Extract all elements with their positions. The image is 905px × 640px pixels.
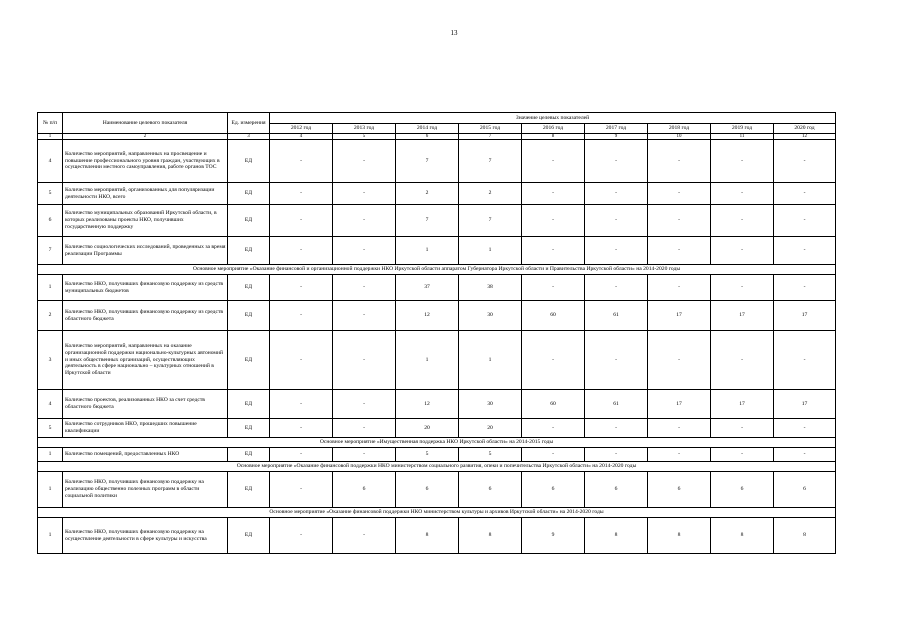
header-year: 2015 год — [459, 124, 522, 134]
year-value-cell: - — [711, 448, 774, 462]
header-year: 2018 год — [648, 124, 711, 134]
year-value-cell: 2 — [396, 183, 459, 205]
indicator-row — [38, 183, 836, 205]
year-value-cell: 17 — [774, 390, 836, 419]
row-number: 4 — [38, 390, 63, 419]
column-number: 1 — [38, 134, 63, 140]
unit-cell: ЕД — [228, 448, 270, 462]
header-num: № п/п — [38, 113, 63, 134]
year-value-cell: - — [333, 205, 396, 237]
indicator-name: Количество муниципальных образований Иркутской области, в которых реализованы проекты НКО, получивших государственную поддержку — [63, 205, 228, 237]
year-value-cell: - — [648, 448, 711, 462]
year-value-cell: 1 — [459, 237, 522, 265]
indicator-row — [38, 518, 836, 554]
year-value-cell: - — [648, 237, 711, 265]
header-year: 2019 год — [711, 124, 774, 134]
indicator-row — [38, 331, 836, 390]
year-value-cell: 9 — [522, 518, 585, 554]
unit-cell: ЕД — [228, 419, 270, 438]
year-value-cell: 6 — [648, 472, 711, 508]
year-value-cell: 37 — [396, 275, 459, 301]
column-number: 11 — [711, 134, 774, 140]
header-values-group: Значение целевых показателей — [270, 113, 836, 124]
year-value-cell: - — [711, 419, 774, 438]
target-indicators-table — [37, 112, 836, 554]
indicator-row — [38, 275, 836, 301]
indicator-name: Количество помещений, предоставленных НКО — [63, 448, 228, 462]
indicator-name: Количество НКО, получивших финансовую поддержку на реализацию общественно полезных программ в области социальной политики — [63, 472, 228, 508]
indicator-name: Количество сотрудников НКО, прошедших повышение квалификации — [63, 419, 228, 438]
section-title: Основное мероприятие «Оказание финансовой поддержки НКО министерством культуры и архивов Иркутской области» на 2014-2020 годы — [38, 508, 836, 518]
year-value-cell: 5 — [459, 448, 522, 462]
year-value-cell: 20 — [396, 419, 459, 438]
year-value-cell: 20 — [459, 419, 522, 438]
year-value-cell: 1 — [396, 237, 459, 265]
year-value-cell: 17 — [711, 390, 774, 419]
year-value-cell: - — [270, 183, 333, 205]
row-number: 7 — [38, 237, 63, 265]
column-number: 5 — [333, 134, 396, 140]
row-number: 5 — [38, 183, 63, 205]
year-value-cell: 2 — [459, 183, 522, 205]
indicator-row — [38, 472, 836, 508]
indicator-name: Количество НКО, получивших финансовую поддержку из средств областного бюджета — [63, 301, 228, 331]
year-value-cell: 8 — [459, 518, 522, 554]
header-unit: Ед. измерения — [228, 113, 270, 134]
year-value-cell: - — [522, 331, 585, 390]
row-number: 3 — [38, 331, 63, 390]
year-value-cell: - — [648, 275, 711, 301]
column-number: 12 — [774, 134, 836, 140]
row-number: 6 — [38, 205, 63, 237]
year-value-cell: - — [522, 237, 585, 265]
year-value-cell: 6 — [459, 472, 522, 508]
year-value-cell: 61 — [585, 390, 648, 419]
section-title-row — [38, 508, 836, 518]
header-year: 2016 год — [522, 124, 585, 134]
year-value-cell: - — [711, 237, 774, 265]
year-value-cell: - — [333, 390, 396, 419]
indicator-name: Количество мероприятий, направленных на оказание организационной поддержки национально-культурных автономий и иных общественных организаций, осуществляющих деятельность в сфере национально – культурных отношений в Иркутской области — [63, 331, 228, 390]
unit-cell: ЕД — [228, 518, 270, 554]
year-value-cell: - — [648, 331, 711, 390]
indicator-row — [38, 140, 836, 183]
header-year: 2014 год — [396, 124, 459, 134]
unit-cell: ЕД — [228, 237, 270, 265]
year-value-cell: - — [270, 275, 333, 301]
indicator-row — [38, 301, 836, 331]
indicator-name: Количество мероприятий, направленных на просвещение и повышение профессионального уровня граждан, участвующих в осуществлении местного самоуправления, работе органов ТОС — [63, 140, 228, 183]
year-value-cell: 30 — [459, 390, 522, 419]
indicator-row — [38, 205, 836, 237]
header-year: 2020 год — [774, 124, 836, 134]
year-value-cell: 8 — [396, 518, 459, 554]
section-title-row — [38, 438, 836, 448]
year-value-cell: - — [333, 275, 396, 301]
year-value-cell: 60 — [522, 301, 585, 331]
year-value-cell: - — [333, 518, 396, 554]
year-value-cell: - — [711, 331, 774, 390]
row-number: 2 — [38, 301, 63, 331]
year-value-cell: - — [585, 448, 648, 462]
year-value-cell: 60 — [522, 390, 585, 419]
year-value-cell: 12 — [396, 390, 459, 419]
year-value-cell: - — [774, 140, 836, 183]
year-value-cell: - — [585, 183, 648, 205]
year-value-cell: - — [585, 275, 648, 301]
year-value-cell: 6 — [711, 472, 774, 508]
indicator-name: Количество НКО, получивших финансовую поддержку из средств муниципальных бюджетов — [63, 275, 228, 301]
unit-cell: ЕД — [228, 140, 270, 183]
year-value-cell: 6 — [333, 472, 396, 508]
year-value-cell: - — [774, 419, 836, 438]
year-value-cell: 17 — [711, 301, 774, 331]
year-value-cell: 6 — [396, 472, 459, 508]
year-value-cell: - — [648, 205, 711, 237]
year-value-cell: - — [774, 275, 836, 301]
year-value-cell: - — [774, 331, 836, 390]
row-number: 1 — [38, 275, 63, 301]
year-value-cell: 7 — [396, 140, 459, 183]
year-value-cell: - — [774, 205, 836, 237]
header-name: Наименование целевого показателя — [63, 113, 228, 134]
year-value-cell: - — [522, 205, 585, 237]
indicator-row — [38, 237, 836, 265]
unit-cell: ЕД — [228, 205, 270, 237]
year-value-cell: - — [774, 448, 836, 462]
row-number: 1 — [38, 472, 63, 508]
year-value-cell: - — [522, 140, 585, 183]
year-value-cell: - — [585, 140, 648, 183]
year-value-cell: - — [333, 237, 396, 265]
year-value-cell: - — [711, 205, 774, 237]
section-title: Основное мероприятие «Оказание финансовой и организационной поддержки НКО Иркутской области аппаратом Губернатора Иркутской области и Правительства Иркутской области» на 2014-2020 годы — [38, 265, 836, 275]
header-year: 2012 год — [270, 124, 333, 134]
column-number: 10 — [648, 134, 711, 140]
year-value-cell: - — [333, 301, 396, 331]
column-number: 7 — [459, 134, 522, 140]
year-value-cell: - — [648, 183, 711, 205]
year-value-cell: 17 — [648, 301, 711, 331]
year-value-cell: - — [270, 301, 333, 331]
column-number: 8 — [522, 134, 585, 140]
year-value-cell: 6 — [522, 472, 585, 508]
row-number: 5 — [38, 419, 63, 438]
year-value-cell: - — [333, 331, 396, 390]
year-value-cell: - — [333, 183, 396, 205]
year-value-cell: - — [522, 448, 585, 462]
year-value-cell: 7 — [396, 205, 459, 237]
year-value-cell: 8 — [711, 518, 774, 554]
year-value-cell: - — [711, 275, 774, 301]
column-number: 6 — [396, 134, 459, 140]
page-number: 13 — [450, 29, 458, 37]
year-value-cell: - — [333, 419, 396, 438]
year-value-cell: 8 — [648, 518, 711, 554]
column-number: 2 — [63, 134, 228, 140]
year-value-cell: - — [648, 140, 711, 183]
indicator-name: Количество НКО, получивших финансовую поддержку на осуществление деятельности в сфере культуры и искусства — [63, 518, 228, 554]
year-value-cell: 38 — [459, 275, 522, 301]
year-value-cell: - — [774, 237, 836, 265]
unit-cell: ЕД — [228, 301, 270, 331]
header-row — [38, 113, 836, 124]
year-value-cell: - — [270, 205, 333, 237]
indicator-row — [38, 448, 836, 462]
year-value-cell: - — [270, 448, 333, 462]
column-number: 4 — [270, 134, 333, 140]
year-value-cell: - — [585, 205, 648, 237]
row-number: 1 — [38, 518, 63, 554]
column-number: 3 — [228, 134, 270, 140]
row-number: 1 — [38, 448, 63, 462]
indicator-row — [38, 419, 836, 438]
year-value-cell: 30 — [459, 301, 522, 331]
section-title: Основное мероприятие «Имущественная поддержка НКО Иркутской области» на 2014-2015 годы — [38, 438, 836, 448]
year-value-cell: - — [333, 448, 396, 462]
year-value-cell: - — [522, 275, 585, 301]
section-title-row — [38, 265, 836, 275]
section-title-row — [38, 462, 836, 472]
year-value-cell: 61 — [585, 301, 648, 331]
year-value-cell: - — [270, 419, 333, 438]
year-value-cell: - — [522, 419, 585, 438]
year-value-cell: - — [585, 237, 648, 265]
year-value-cell: - — [270, 331, 333, 390]
year-value-cell: 17 — [774, 301, 836, 331]
year-value-cell: - — [585, 419, 648, 438]
unit-cell: ЕД — [228, 275, 270, 301]
indicator-name: Количество проектов, реализованных НКО за счет средств областного бюджета — [63, 390, 228, 419]
year-value-cell: - — [333, 140, 396, 183]
year-value-cell: - — [270, 472, 333, 508]
year-value-cell: 12 — [396, 301, 459, 331]
year-value-cell: - — [270, 140, 333, 183]
unit-cell: ЕД — [228, 390, 270, 419]
unit-cell: ЕД — [228, 472, 270, 508]
column-number: 9 — [585, 134, 648, 140]
year-value-cell: 1 — [396, 331, 459, 390]
year-value-cell: 8 — [585, 518, 648, 554]
header-year: 2013 год — [333, 124, 396, 134]
year-value-cell: 17 — [648, 390, 711, 419]
year-value-cell: - — [774, 183, 836, 205]
indicator-name: Количество социологических исследований, проведенных за время реализации Программы — [63, 237, 228, 265]
year-value-cell: - — [585, 331, 648, 390]
row-number: 4 — [38, 140, 63, 183]
unit-cell: ЕД — [228, 331, 270, 390]
unit-cell: ЕД — [228, 183, 270, 205]
year-value-cell: - — [270, 237, 333, 265]
indicator-name: Количество мероприятий, организованных для популяризации деятельности НКО, всего — [63, 183, 228, 205]
year-value-cell: 7 — [459, 140, 522, 183]
year-value-cell: - — [522, 183, 585, 205]
indicator-row — [38, 390, 836, 419]
year-value-cell: 7 — [459, 205, 522, 237]
year-value-cell: - — [711, 140, 774, 183]
year-value-cell: - — [270, 518, 333, 554]
year-value-cell: 5 — [396, 448, 459, 462]
year-value-cell: - — [711, 183, 774, 205]
year-value-cell: 1 — [459, 331, 522, 390]
year-value-cell: 8 — [774, 518, 836, 554]
year-value-cell: - — [270, 390, 333, 419]
section-title: Основное мероприятие «Оказание финансовой поддержки НКО министерством социального развития, опеки и попечительства Иркутской области» на 2014-2020 годы — [38, 462, 836, 472]
year-value-cell: - — [648, 419, 711, 438]
year-value-cell: 6 — [774, 472, 836, 508]
header-year: 2017 год — [585, 124, 648, 134]
year-value-cell: 6 — [585, 472, 648, 508]
